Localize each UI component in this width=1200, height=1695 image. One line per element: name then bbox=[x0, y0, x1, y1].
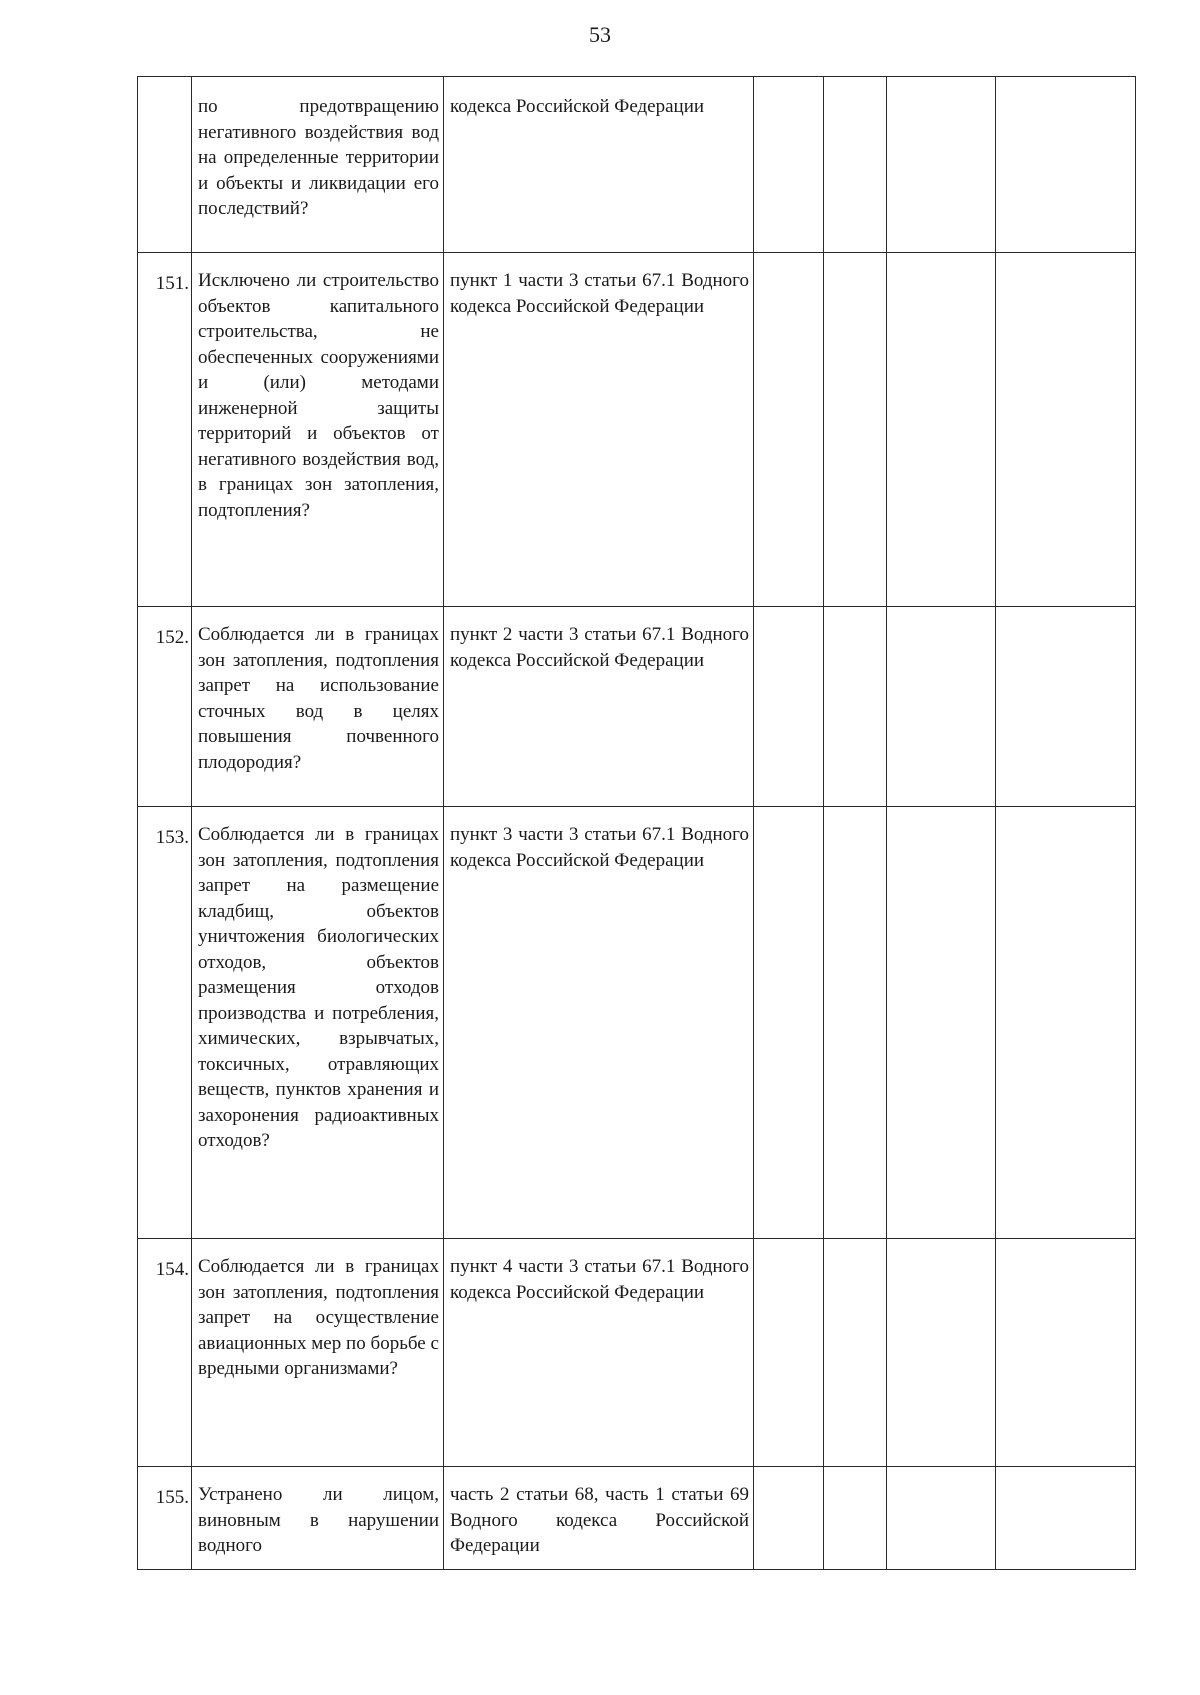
answer-cell bbox=[754, 1239, 824, 1467]
reference-cell: пункт 1 части 3 статьи 67.1 Водного кодекса Российской Федерации bbox=[444, 253, 754, 607]
row-number: 151. bbox=[138, 253, 192, 607]
row-number: 152. bbox=[138, 607, 192, 807]
question-cell: Соблюдается ли в границах зон затопления, подтопления запрет на использование сточных вод в целях повышения почвенного плодородия? bbox=[192, 607, 444, 807]
table-row bbox=[138, 1239, 1136, 1467]
answer-cell bbox=[887, 77, 996, 253]
answer-cell bbox=[887, 607, 996, 807]
question-cell: по предотвращению негативного воздействия вод на определенные территории и объекты и ликвидации его последствий? bbox=[192, 77, 444, 253]
note-cell bbox=[996, 1239, 1136, 1467]
reference-cell: кодекса Российской Федерации bbox=[444, 77, 754, 253]
reference-cell: часть 2 статьи 68, часть 1 статьи 69 Водного кодекса Российской Федерации bbox=[444, 1467, 754, 1570]
row-number bbox=[138, 77, 192, 253]
row-number: 153. bbox=[138, 807, 192, 1239]
answer-cell bbox=[754, 253, 824, 607]
row-number: 155. bbox=[138, 1467, 192, 1570]
question-cell: Соблюдается ли в границах зон затопления, подтопления запрет на осуществление авиационных мер по борьбе с вредными организмами? bbox=[192, 1239, 444, 1467]
note-cell bbox=[996, 253, 1136, 607]
table-row bbox=[138, 77, 1136, 253]
answer-cell bbox=[754, 77, 824, 253]
answer-cell bbox=[824, 1467, 887, 1570]
answer-cell bbox=[754, 1467, 824, 1570]
answer-cell bbox=[887, 253, 996, 607]
question-cell: Исключено ли строительство объектов капитального строительства, не обеспеченных сооружениями и (или) методами инженерной защиты территорий и объектов от негативного воздействия вод, в границах зон затопления, подтопления? bbox=[192, 253, 444, 607]
row-number: 154. bbox=[138, 1239, 192, 1467]
answer-cell bbox=[824, 807, 887, 1239]
reference-cell: пункт 3 части 3 статьи 67.1 Водного кодекса Российской Федерации bbox=[444, 807, 754, 1239]
page-number: 53 bbox=[589, 22, 611, 47]
table-row bbox=[138, 253, 1136, 607]
checklist-table bbox=[137, 76, 1136, 1570]
reference-cell: пункт 4 части 3 статьи 67.1 Водного кодекса Российской Федерации bbox=[444, 1239, 754, 1467]
answer-cell bbox=[887, 1467, 996, 1570]
note-cell bbox=[996, 607, 1136, 807]
answer-cell bbox=[887, 807, 996, 1239]
question-cell: Устранено ли лицом, виновным в нарушении водного bbox=[192, 1467, 444, 1570]
table-row bbox=[138, 1467, 1136, 1570]
question-cell: Соблюдается ли в границах зон затопления, подтопления запрет на размещение кладбищ, объектов уничтожения биологических отходов, объектов размещения отходов производства и потребления, химических, взрывчатых, токсичных, отравляющих веществ, пунктов хранения и захоронения радиоактивных отходов? bbox=[192, 807, 444, 1239]
answer-cell bbox=[824, 77, 887, 253]
table-row bbox=[138, 607, 1136, 807]
answer-cell bbox=[824, 1239, 887, 1467]
answer-cell bbox=[824, 253, 887, 607]
note-cell bbox=[996, 807, 1136, 1239]
answer-cell bbox=[887, 1239, 996, 1467]
answer-cell bbox=[754, 807, 824, 1239]
answer-cell bbox=[754, 607, 824, 807]
answer-cell bbox=[824, 607, 887, 807]
table-row bbox=[138, 807, 1136, 1239]
note-cell bbox=[996, 77, 1136, 253]
note-cell bbox=[996, 1467, 1136, 1570]
reference-cell: пункт 2 части 3 статьи 67.1 Водного кодекса Российской Федерации bbox=[444, 607, 754, 807]
